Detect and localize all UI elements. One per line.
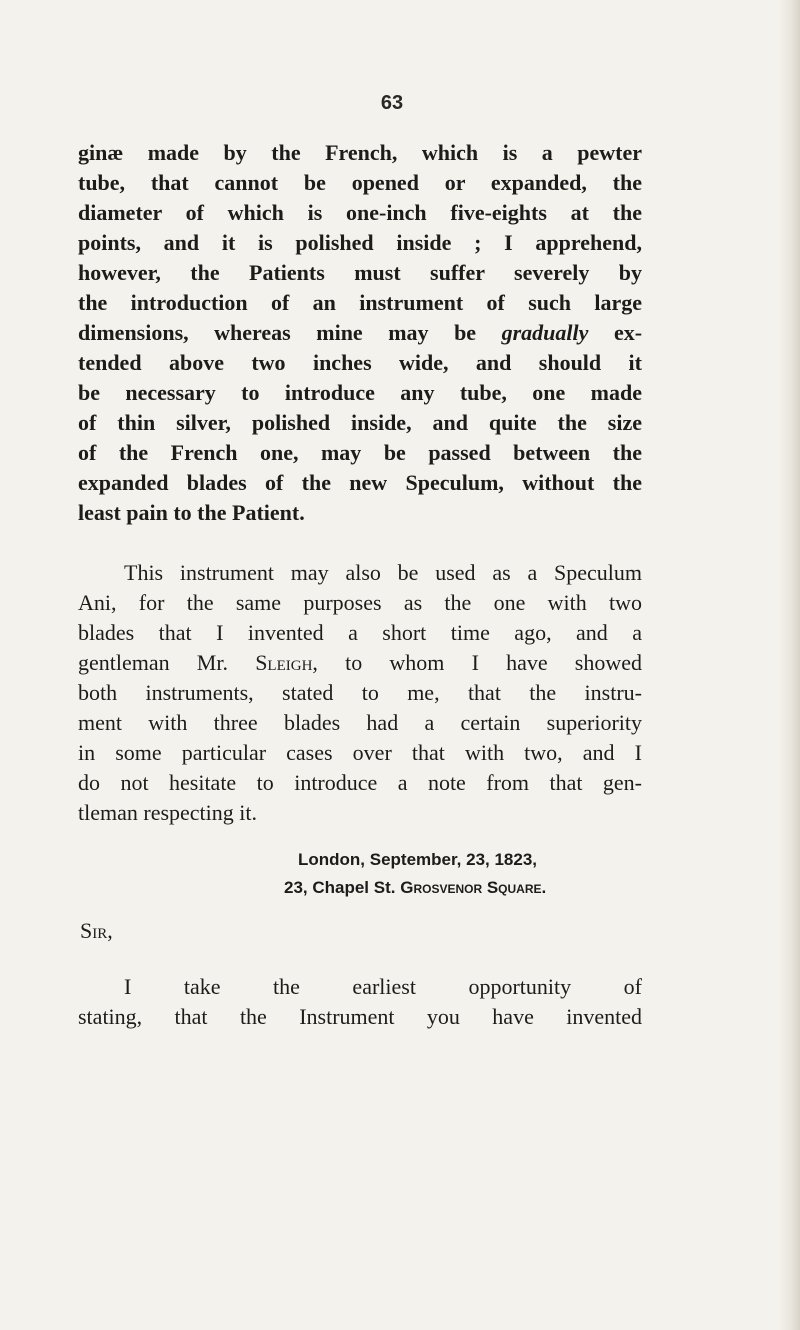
letter-date: London, September, 23, 1823, xyxy=(298,850,538,869)
text-fragment: to whom I have showed xyxy=(345,650,643,675)
text-line: the introduction of an instrument of such large xyxy=(78,290,642,315)
text-line: least pain to the Patient. xyxy=(78,500,305,525)
text-line xyxy=(78,318,642,348)
text-line: expanded blades of the new Speculum, without the xyxy=(78,470,642,495)
text-line: points, and it is polished inside ; I apprehend, xyxy=(78,230,642,255)
text-fragment: gentleman Mr. xyxy=(78,650,228,675)
page-edge-shadow xyxy=(778,0,800,1330)
text-line: blades that I invented a short time ago, and a xyxy=(78,620,642,645)
text-line: This instrument may also be used as a Speculum xyxy=(124,560,642,585)
address-street: 23, Chapel St. xyxy=(284,878,396,897)
text-line: of thin silver, polished inside, and quite the size xyxy=(78,410,642,435)
text-line: ginæ made by the French, which is a pewter xyxy=(78,140,642,165)
italic-word: gradually xyxy=(501,320,589,345)
text-line: Ani, for the same purposes as the one with two xyxy=(78,590,642,615)
text-line: I take the earliest opportunity of xyxy=(124,974,642,999)
text-fragment: dimensions, whereas mine may be xyxy=(78,320,477,345)
text-line: however, the Patients must suffer severely by xyxy=(78,260,642,285)
text-line xyxy=(78,648,642,678)
text-line: stating, that the Instrument you have invented xyxy=(78,1004,642,1029)
text-line: do not hesitate to introduce a note from that gen- xyxy=(78,770,642,795)
letter-address xyxy=(284,876,546,900)
page-number: 63 xyxy=(380,92,404,114)
text-line: ment with three blades had a certain superiority xyxy=(78,710,642,735)
text-line: both instruments, stated to me, that the instru- xyxy=(78,680,642,705)
address-square: Grosvenor Square. xyxy=(400,878,547,897)
text-fragment: ex- xyxy=(613,320,643,345)
text-line: in some particular cases over that with two, and I xyxy=(78,740,642,765)
letter-salutation: Sir, xyxy=(80,918,113,943)
text-line: be necessary to introduce any tube, one made xyxy=(78,380,642,405)
text-line: tube, that cannot be opened or expanded, the xyxy=(78,170,642,195)
text-line: tended above two inches wide, and should it xyxy=(78,350,642,375)
text-line: diameter of which is one-inch five-eights at the xyxy=(78,200,642,225)
text-line: of the French one, may be passed between the xyxy=(78,440,642,465)
person-name: Sleigh, xyxy=(255,650,318,675)
text-line: tleman respecting it. xyxy=(78,800,257,825)
